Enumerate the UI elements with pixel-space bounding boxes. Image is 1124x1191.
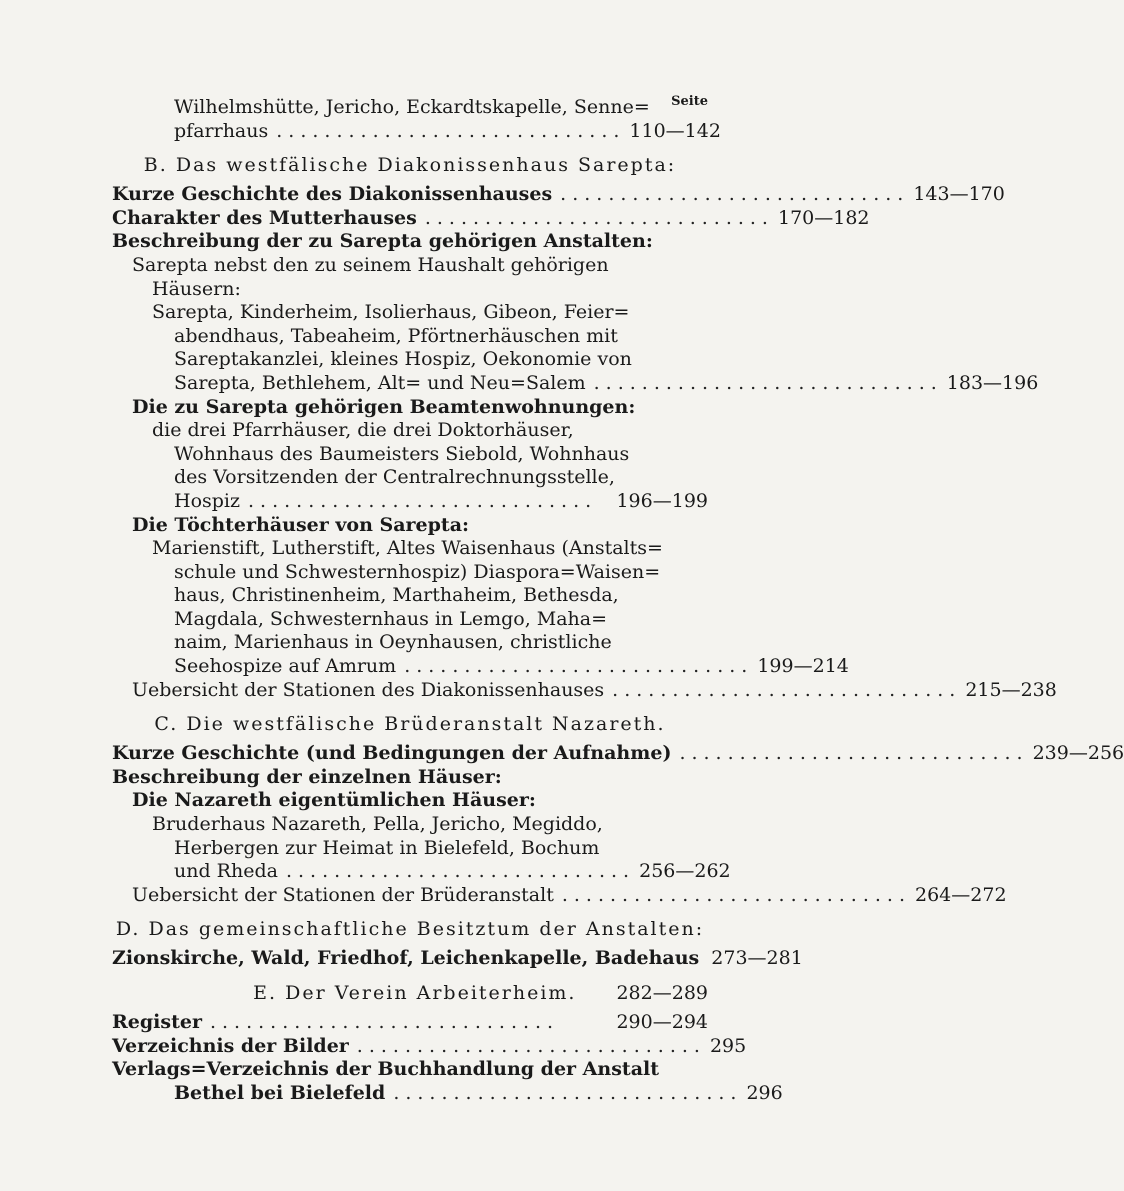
toc-entry-text: Häusern: xyxy=(152,277,241,300)
toc-entry xyxy=(112,1011,708,1035)
toc-entry-text: Sarepta, Bethlehem, Alt= und Neu=Salem xyxy=(174,371,586,394)
dot-leader: ............................. xyxy=(248,489,598,512)
table-of-contents xyxy=(112,94,1124,1105)
toc-entry xyxy=(112,631,708,655)
toc-entry-text: Die Nazareth eigentümlichen Häuser: xyxy=(132,789,536,812)
toc-entry-text: Verlags=Verzeichnis der Buchhandlung der Anstalt xyxy=(112,1058,660,1081)
dot-leader: ............................. xyxy=(593,371,943,394)
section-heading-text: E. Der Verein Arbeiterheim. xyxy=(253,982,577,1004)
toc-entry xyxy=(112,466,708,490)
toc-entry-text: naim, Marienhaus in Oeynhausen, christliche xyxy=(174,631,612,654)
toc-entry-text: Magdala, Schwesternhaus in Lemgo, Maha= xyxy=(174,607,608,630)
toc-entry xyxy=(112,789,708,813)
toc-entry-text: Bethel bei Bielefeld xyxy=(174,1081,386,1104)
page-number: 296 xyxy=(746,1081,783,1104)
toc-entry xyxy=(112,96,708,120)
toc-entry xyxy=(112,396,708,420)
dot-leader: ............................. xyxy=(356,1034,706,1057)
page-number: 183—196 xyxy=(946,371,1039,394)
toc-entry-text: Die zu Sarepta gehörigen Beamtenwohnungen: xyxy=(132,395,636,418)
toc-entry xyxy=(112,490,708,514)
toc-entry xyxy=(112,947,803,971)
page-number: 256—262 xyxy=(639,860,731,883)
toc-entry-text: Seehospize auf Amrum xyxy=(174,655,397,678)
page-number: 282—289 xyxy=(616,982,708,1004)
toc-entry-text: abendhaus, Tabeaheim, Pförtnerhäuschen mit xyxy=(174,324,618,347)
toc-entry-text: Zionskirche, Wald, Friedhof, Leichenkapelle, Badehaus xyxy=(112,947,700,970)
seite-label: Seite xyxy=(671,94,708,109)
toc-entry-text: des Vorsitzenden der Centralrechnungsstelle, xyxy=(174,466,615,489)
page-number: 264—272 xyxy=(915,883,1007,906)
toc-entry-text: Kurze Geschichte (und Bedingungen der Aufnahme) xyxy=(112,742,672,765)
toc-entry-text: Beschreibung der einzelnen Häuser: xyxy=(112,765,502,788)
toc-entry-text: Die Töchterhäuser von Sarepta: xyxy=(132,513,470,536)
page-number: 273—281 xyxy=(711,947,803,970)
toc-entry-text: Beschreibung der zu Sarepta gehörigen Anstalten: xyxy=(112,230,653,253)
dot-leader: ............................. xyxy=(679,742,1029,765)
dot-leader: ............................. xyxy=(285,860,636,883)
page-number: 215—238 xyxy=(965,678,1057,701)
toc-entry xyxy=(112,278,708,302)
toc-entry-text: Sarepta nebst den zu seinem Haushalt gehörigen xyxy=(132,253,609,276)
toc-entry xyxy=(112,254,708,278)
toc-entry-text: Register xyxy=(112,1011,202,1033)
toc-entry xyxy=(112,1058,708,1082)
section-heading: B. Das westfälische Diakonissenhaus Sarepta: xyxy=(143,154,677,177)
toc-entry-text: Uebersicht der Stationen des Diakonissenhauses xyxy=(132,678,605,701)
toc-entry xyxy=(112,860,731,884)
page-number: 110—142 xyxy=(629,119,721,142)
toc-entry-text: die drei Pfarrhäuser, die drei Doktorhäuser, xyxy=(152,419,574,442)
toc-entry xyxy=(112,443,708,467)
toc-entry xyxy=(112,608,708,632)
toc-entry-text: haus, Christinenheim, Marthaheim, Bethesda, xyxy=(174,584,619,607)
dot-leader: ............................. xyxy=(209,1011,560,1033)
toc-entry-text: Herbergen zur Heimat in Bielefeld, Bochum xyxy=(174,836,600,859)
toc-entry xyxy=(112,348,708,372)
toc-entry-text: Wohnhaus des Baumeisters Siebold, Wohnhaus xyxy=(174,442,630,465)
toc-entry xyxy=(112,561,708,585)
page-number: 196—199 xyxy=(616,489,708,512)
toc-entry xyxy=(112,1081,783,1106)
toc-entry-text: Hospiz xyxy=(174,489,241,512)
toc-entry-text: und Rheda xyxy=(174,860,278,883)
toc-entry-text: schule und Schwesternhospiz) Diaspora=Waisen= xyxy=(174,560,661,583)
toc-entry xyxy=(112,183,1005,207)
section-heading xyxy=(112,975,708,1011)
toc-entry xyxy=(112,419,708,443)
toc-entry xyxy=(112,206,870,231)
toc-entry xyxy=(112,514,708,538)
page-number: 290—294 xyxy=(616,1011,708,1033)
dot-leader: ............................. xyxy=(424,206,774,229)
toc-entry xyxy=(112,537,708,561)
dot-leader: ............................. xyxy=(404,655,754,678)
section-heading: D. Das gemeinschaftliche Besitztum der Anstalten: xyxy=(115,918,705,941)
dot-leader: ............................. xyxy=(276,119,626,142)
section-heading: C. Die westfälische Brüderanstalt Nazareth. xyxy=(154,713,666,736)
dot-leader: ............................. xyxy=(561,883,911,906)
toc-entry xyxy=(112,119,721,144)
dot-leader: ............................. xyxy=(612,678,962,701)
toc-entry xyxy=(112,883,1007,908)
toc-entry-text: Wilhelmshütte, Jericho, Eckardtskapelle, Senne= xyxy=(174,96,650,118)
toc-entry-text: Bruderhaus Nazareth, Pella, Jericho, Megiddo, xyxy=(152,813,603,836)
dot-leader: ............................. xyxy=(560,183,910,206)
toc-entry xyxy=(112,678,1057,703)
toc-entry-text: pfarrhaus xyxy=(174,119,269,142)
toc-entry-text: Kurze Geschichte des Diakonissenhauses xyxy=(112,183,553,206)
toc-entry xyxy=(112,837,708,861)
toc-entry xyxy=(112,1034,747,1059)
toc-entry xyxy=(112,742,1124,766)
toc-entry-text: Sarepta, Kinderheim, Isolierhaus, Gibeon, Feier= xyxy=(152,301,630,324)
toc-entry-text: Verzeichnis der Bilder xyxy=(112,1034,349,1057)
toc-entry-text: Uebersicht der Stationen der Brüderanstalt xyxy=(132,883,554,906)
toc-entry xyxy=(112,325,708,349)
toc-entry xyxy=(112,766,708,790)
page-number: 143—170 xyxy=(913,183,1005,206)
toc-entry-text: Marienstift, Lutherstift, Altes Waisenhaus (Anstalts= xyxy=(152,537,663,560)
page-number: 170—182 xyxy=(777,206,870,229)
page-number: 239—256 xyxy=(1032,742,1124,765)
toc-entry-text: Charakter des Mutterhauses xyxy=(112,206,417,229)
page-number: 199—214 xyxy=(757,655,849,678)
toc-entry xyxy=(112,371,1039,396)
toc-entry xyxy=(112,230,708,254)
toc-entry xyxy=(112,655,849,679)
toc-entry xyxy=(112,813,708,837)
toc-entry xyxy=(112,301,708,325)
toc-entry xyxy=(112,584,708,608)
dot-leader: ............................. xyxy=(393,1081,743,1104)
toc-entry-text: Sareptakanzlei, kleines Hospiz, Oekonomie von xyxy=(174,348,632,371)
page-number: 295 xyxy=(709,1034,747,1057)
